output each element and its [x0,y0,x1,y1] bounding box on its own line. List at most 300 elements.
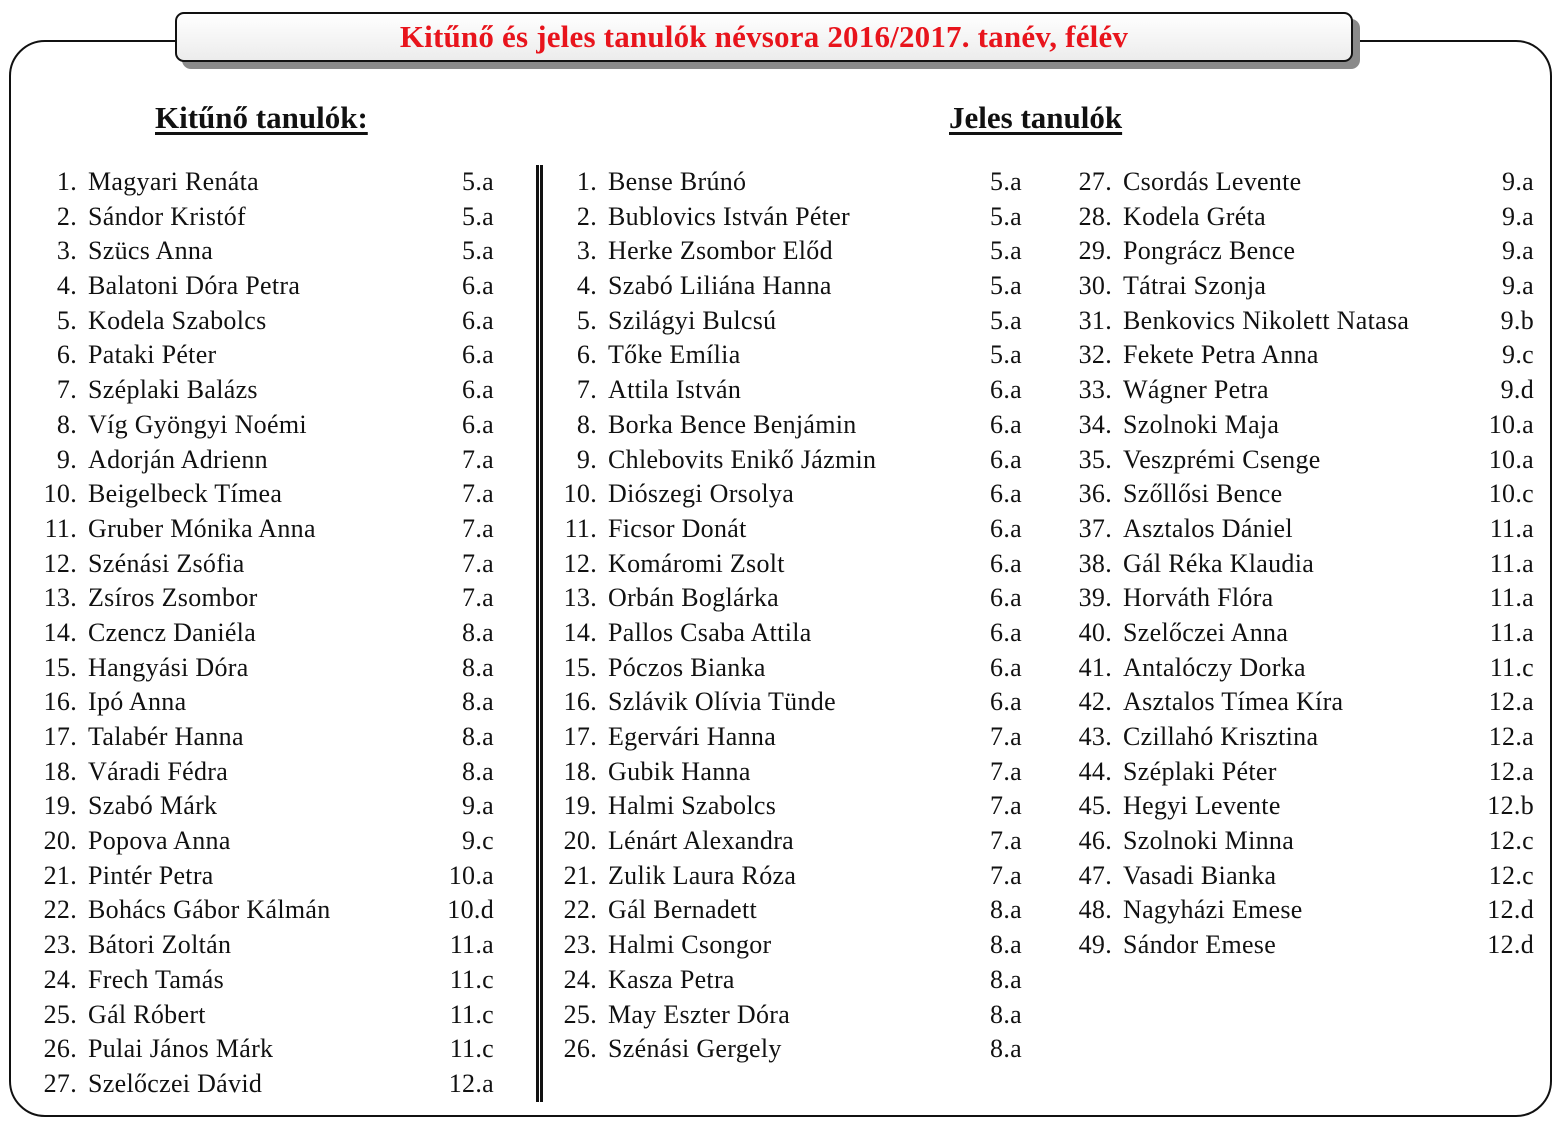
student-row [1074,928,1534,963]
student-name: Sándor Emese [1123,930,1277,960]
student-number: 2. [576,201,597,231]
student-row [1074,685,1534,720]
student-name: Bublovics István Péter [608,201,851,231]
student-name: Kodela Szabolcs [88,305,267,335]
student-class: 6.a [990,444,1022,474]
student-name: Ipó Anna [88,687,187,717]
student-name: Horváth Flóra [1123,583,1274,613]
student-name: Ficsor Donát [608,513,747,543]
student-number: 18. [43,756,77,786]
student-number: 16. [43,687,77,717]
student-class: 7.a [990,826,1022,856]
student-name: Czillahó Krisztina [1123,722,1319,751]
student-name: Lénárt Alexandra [608,826,794,856]
student-class: 12.c [1488,826,1534,856]
student-number: 25. [43,999,77,1029]
student-number: 11. [44,513,77,543]
student-name: Veszprémi Csenge [1123,444,1321,474]
student-number: 6. [576,340,597,370]
student-row [38,755,494,790]
student-row [560,269,1022,304]
student-class: 8.a [990,895,1022,925]
student-name: Széplaki Péter [1123,756,1277,786]
student-row [560,477,1022,512]
student-number: 18. [563,756,597,786]
student-row [1074,789,1534,824]
student-number: 16. [563,687,597,717]
student-number: 14. [43,617,77,647]
student-name: Balatoni Dóra Petra [88,271,301,301]
student-class: 8.a [990,999,1022,1029]
student-name: Attila István [608,375,742,405]
student-class: 7.a [462,444,494,474]
student-number: 49. [1078,930,1112,960]
student-number: 41. [1078,652,1112,682]
student-number: 21. [43,860,77,890]
student-class: 6.a [990,513,1022,543]
student-row [1074,581,1534,616]
student-class: 5.a [462,236,494,266]
student-number: 10. [43,479,77,509]
student-name: Pallos Csaba Attila [608,617,812,647]
student-class: 11.c [449,964,494,994]
student-number: 23. [43,930,77,960]
student-class: 12.c [1488,860,1534,890]
student-row [560,824,1022,859]
student-name: May Eszter Dóra [608,999,791,1029]
student-name: Szolnoki Minna [1123,826,1295,856]
student-row [1074,443,1534,478]
student-number: 2. [56,201,77,231]
student-name: Pintér Petra [88,860,214,890]
student-number: 28. [1078,201,1112,231]
student-name: Chlebovits Enikő Jázmin [608,444,877,474]
student-class: 6.a [462,375,494,405]
student-number: 9. [576,444,597,474]
student-name: Popova Anna [88,826,231,856]
student-class: 5.a [990,271,1022,301]
student-name: Halmi Csongor [608,930,772,960]
student-number: 40. [1078,617,1112,647]
student-number: 11. [564,513,597,543]
student-number: 4. [576,271,597,301]
student-class: 8.a [990,930,1022,960]
student-row [38,893,494,928]
student-class: 6.a [990,479,1022,509]
student-name: Szlávik Olívia Tünde [608,687,836,717]
student-class: 6.a [462,271,494,301]
student-class: 8.a [462,756,494,786]
student-row [1074,651,1534,686]
student-number: 42. [1078,687,1112,717]
student-name: Bohács Gábor Kálmán [88,895,331,925]
student-name: Póczos Bianka [608,652,766,682]
student-class: 12.d [1487,895,1534,925]
student-number: 32. [1078,340,1112,370]
student-row [560,928,1022,963]
student-number: 17. [563,722,597,751]
student-number: 13. [563,583,597,613]
student-name: Szelőczei Anna [1123,617,1289,647]
student-row [560,789,1022,824]
student-class: 5.a [990,305,1022,335]
student-number: 15. [563,652,597,682]
student-row [1074,373,1534,408]
student-class: 9.c [462,826,494,856]
column-divider [536,165,543,1102]
student-number: 20. [43,826,77,856]
student-row [38,928,494,963]
student-name: Asztalos Tímea Kíra [1123,687,1344,717]
student-row [38,547,494,582]
student-number: 7. [56,375,77,405]
student-name: Asztalos Dániel [1123,513,1293,543]
student-number: 45. [1078,791,1112,821]
student-name: Szücs Anna [88,236,214,266]
student-name: Bátori Zoltán [88,930,232,960]
student-class: 8.a [990,964,1022,994]
student-name: Hangyási Dóra [88,652,249,682]
student-number: 31. [1078,305,1112,335]
student-name: Víg Gyöngyi Noémi [88,409,307,439]
student-row [560,893,1022,928]
student-number: 26. [563,1034,597,1064]
student-class: 5.a [990,201,1022,231]
student-name: Kodela Gréta [1123,201,1266,231]
student-number: 21. [563,860,597,890]
student-name: Wágner Petra [1123,375,1269,405]
student-class: 7.a [462,548,494,578]
student-name: Váradi Fédra [88,756,229,786]
student-class: 7.a [990,756,1022,786]
student-number: 36. [1078,479,1112,509]
student-number: 19. [43,791,77,821]
student-name: Egervári Hanna [608,722,777,751]
student-class: 9.d [1500,375,1534,405]
student-row [560,1032,1022,1067]
good-students-list-part-1 [560,165,1022,1067]
student-class: 11.a [449,930,494,960]
student-number: 4. [56,271,77,301]
student-number: 12. [563,548,597,578]
heading-good-students: Jeles tanulók [949,100,1123,135]
student-name: Tőke Emília [608,340,741,370]
student-name: Sándor Kristóf [88,201,247,231]
heading-excellent-students: Kitűnő tanulók: [155,100,368,135]
student-class: 5.a [990,340,1022,370]
student-class: 9.a [1502,236,1534,266]
student-row [560,616,1022,651]
student-class: 8.a [462,722,494,751]
student-class: 10.a [1488,409,1534,439]
student-number: 22. [563,895,597,925]
student-row [1074,616,1534,651]
excellent-students-list [38,165,494,1102]
student-class: 6.a [990,687,1022,717]
student-row [38,581,494,616]
student-number: 39. [1078,583,1112,613]
student-name: Gál Réka Klaudia [1123,548,1315,578]
student-name: Szénási Zsófia [88,548,245,578]
student-number: 22. [43,895,77,925]
student-row [38,338,494,373]
student-row [1074,477,1534,512]
student-name: Szabó Liliána Hanna [608,271,832,301]
student-row [38,477,494,512]
student-name: Frech Tamás [88,964,225,994]
student-name: Adorján Adrienn [88,444,268,474]
student-class: 10.d [447,895,494,925]
student-name: Gál Róbert [88,999,206,1029]
student-class: 11.a [1489,548,1534,578]
student-name: Szőllősi Bence [1123,479,1283,509]
student-name: Vasadi Bianka [1123,860,1277,890]
student-name: Szelőczei Dávid [88,1068,263,1098]
student-name: Szénási Gergely [608,1034,782,1064]
student-row [1074,269,1534,304]
student-name: Bense Brúnó [608,167,747,196]
student-row [38,720,494,755]
student-row [1074,720,1534,755]
student-class: 5.a [990,236,1022,266]
student-row [560,373,1022,408]
student-name: Borka Bence Benjámin [608,409,857,439]
student-row [1074,304,1534,339]
student-class: 11.a [1489,617,1534,647]
student-name: Zsíros Zsombor [88,583,258,613]
student-name: Talabér Hanna [88,722,244,751]
student-class: 12.a [1488,687,1534,717]
student-class: 8.a [462,652,494,682]
student-row [560,963,1022,998]
student-number: 1. [576,167,597,196]
student-number: 5. [576,305,597,335]
student-row [1074,547,1534,582]
student-number: 24. [43,964,77,994]
student-class: 6.a [990,583,1022,613]
student-row [560,512,1022,547]
student-row [38,373,494,408]
student-class: 6.a [990,409,1022,439]
student-row [560,338,1022,373]
student-number: 23. [563,930,597,960]
student-row [1074,859,1534,894]
student-number: 26. [43,1034,77,1064]
student-row [38,269,494,304]
student-class: 11.a [1489,583,1534,613]
student-number: 14. [563,617,597,647]
student-row [560,408,1022,443]
student-number: 10. [563,479,597,509]
student-number: 15. [43,652,77,682]
student-row [38,234,494,269]
student-row [560,998,1022,1033]
student-name: Kasza Petra [608,964,735,994]
student-row [1074,165,1534,200]
student-class: 7.a [462,479,494,509]
student-name: Nagyházi Emese [1123,895,1303,925]
student-number: 48. [1078,895,1112,925]
student-name: Czencz Daniéla [88,617,257,647]
student-number: 7. [576,375,597,405]
student-row [1074,200,1534,235]
student-row [38,1032,494,1067]
student-class: 10.c [1488,479,1534,509]
student-number: 35. [1078,444,1112,474]
student-class: 10.a [1488,444,1534,474]
student-row [38,165,494,200]
student-class: 7.a [990,860,1022,890]
student-class: 12.b [1487,791,1534,821]
student-class: 8.a [462,617,494,647]
student-name: Benkovics Nikolett Natasa [1123,305,1410,335]
student-row [38,200,494,235]
student-class: 11.a [1489,513,1534,543]
student-name: Pataki Péter [88,340,217,370]
student-name: Gruber Mónika Anna [88,513,316,543]
student-name: Beigelbeck Tímea [88,479,283,509]
student-number: 13. [43,583,77,613]
student-row [1074,408,1534,443]
student-row [1074,893,1534,928]
student-number: 25. [563,999,597,1029]
student-row [38,1067,494,1102]
student-number: 29. [1078,236,1112,266]
student-row [38,443,494,478]
student-class: 9.a [1502,201,1534,231]
student-class: 5.a [462,201,494,231]
student-number: 12. [43,548,77,578]
student-class: 6.a [990,617,1022,647]
student-row [560,547,1022,582]
student-name: Szabó Márk [88,791,218,821]
student-row [38,685,494,720]
student-row [38,824,494,859]
student-number: 46. [1078,826,1112,856]
student-class: 7.a [462,583,494,613]
student-class: 10.a [448,860,494,890]
good-students-list-part-2 [1074,165,1534,963]
student-name: Szolnoki Maja [1123,409,1280,439]
student-row [560,685,1022,720]
student-class: 11.c [449,999,494,1029]
page-title: Kitűnő és jeles tanulók névsora 2016/2017. tanév, félév [399,19,1129,54]
student-number: 33. [1078,375,1112,405]
student-class: 9.a [462,791,494,821]
student-name: Diószegi Orsolya [608,479,795,509]
student-number: 5. [56,305,77,335]
student-number: 3. [576,236,597,266]
student-name: Zulik Laura Róza [608,860,797,890]
student-class: 6.a [990,548,1022,578]
student-class: 9.a [1502,271,1534,301]
student-row [38,651,494,686]
student-row [38,616,494,651]
student-row [38,512,494,547]
student-row [560,755,1022,790]
student-number: 30. [1078,271,1112,301]
student-number: 9. [56,444,77,474]
student-name: Gubik Hanna [608,756,751,786]
student-row [38,408,494,443]
student-row [560,651,1022,686]
student-class: 7.a [462,513,494,543]
student-class: 7.a [990,791,1022,821]
student-row [560,304,1022,339]
student-class: 12.a [448,1068,494,1098]
student-row [1074,338,1534,373]
student-class: 9.a [1502,167,1534,196]
student-number: 37. [1078,513,1112,543]
student-name: Tátrai Szonja [1123,271,1267,301]
student-number: 44. [1078,756,1112,786]
student-number: 17. [43,722,77,751]
student-row [38,963,494,998]
student-class: 8.a [462,687,494,717]
student-row [1074,234,1534,269]
student-number: 3. [56,236,77,266]
student-number: 20. [563,826,597,856]
student-class: 6.a [990,375,1022,405]
student-row [1074,824,1534,859]
student-class: 5.a [462,167,494,196]
student-row [560,720,1022,755]
student-name: Szilágyi Bulcsú [608,305,777,335]
student-name: Gál Bernadett [608,895,758,925]
student-class: 12.a [1488,722,1534,751]
student-class: 6.a [462,305,494,335]
title-banner [175,12,1353,62]
student-name: Orbán Boglárka [608,583,779,613]
student-number: 8. [56,409,77,439]
student-number: 24. [563,964,597,994]
student-row [38,998,494,1033]
student-class: 6.a [462,340,494,370]
student-number: 27. [1078,167,1112,196]
student-name: Pongrácz Bence [1123,236,1296,266]
student-class: 6.a [990,652,1022,682]
student-row [560,581,1022,616]
student-class: 11.c [449,1034,494,1064]
student-row [560,165,1022,200]
student-class: 6.a [462,409,494,439]
student-class: 9.c [1502,340,1534,370]
student-name: Komáromi Zsolt [608,548,785,578]
student-row [1074,755,1534,790]
student-name: Magyari Renáta [88,167,259,196]
student-number: 8. [576,409,597,439]
student-row [560,234,1022,269]
student-class: 7.a [990,722,1022,751]
student-number: 1. [56,167,77,196]
student-name: Halmi Szabolcs [608,791,777,821]
student-number: 6. [56,340,77,370]
student-class: 9.b [1500,305,1534,335]
student-name: Csordás Levente [1123,167,1302,196]
student-row [560,859,1022,894]
student-name: Antalóczy Dorka [1123,652,1306,682]
student-class: 11.c [1489,652,1534,682]
student-number: 38. [1078,548,1112,578]
student-name: Pulai János Márk [88,1034,274,1064]
student-row [560,443,1022,478]
student-number: 43. [1078,722,1112,751]
student-name: Herke Zsombor Előd [608,236,833,266]
student-class: 5.a [990,167,1022,196]
student-row [560,200,1022,235]
student-name: Fekete Petra Anna [1123,340,1319,370]
student-number: 34. [1078,409,1112,439]
